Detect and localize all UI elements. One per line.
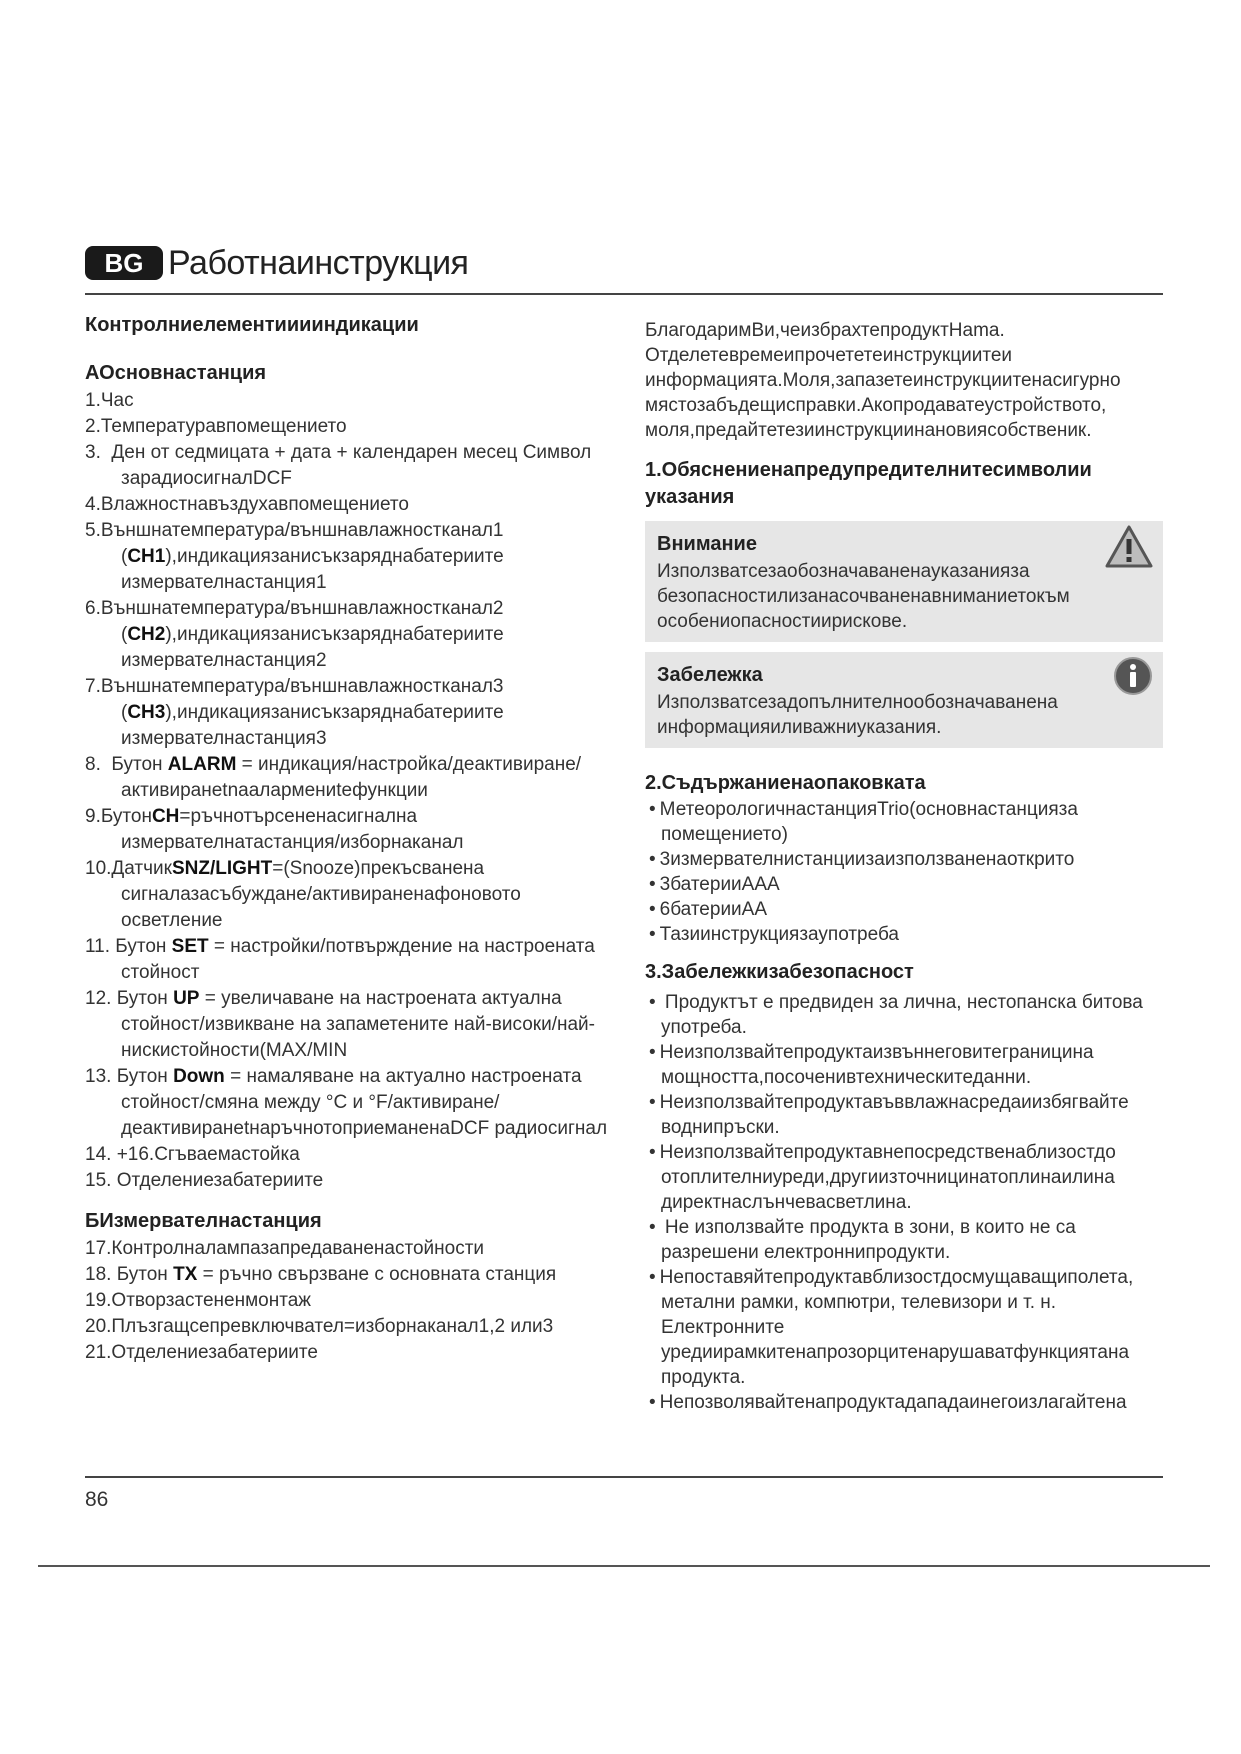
item-text: 11. Бутон — [85, 936, 172, 957]
list-item — [85, 518, 615, 596]
item-key-label: ALARM — [167, 754, 237, 775]
language-badge: BG — [85, 246, 163, 280]
item-text: 14. +16.Сгъваемастойка — [85, 1144, 300, 1165]
item-text: 12. Бутон — [85, 988, 174, 1009]
list-item — [85, 986, 615, 1064]
list-item — [85, 414, 615, 440]
item-text: 2.Температуравпомещението — [85, 416, 347, 437]
list-item — [85, 674, 615, 752]
list-item — [85, 1168, 615, 1194]
item-text: 5.Външнатемпература/външнавлажностканал1 ( — [85, 520, 504, 567]
warning-box — [645, 521, 1163, 642]
list-item — [85, 804, 615, 856]
bullet-text: Неизползвайтепродуктавнепосредственаблизостдо отоплителниуреди,другиизточницинатоплинаилина директнаслънчевасветлина. — [659, 1142, 1116, 1213]
bullet-text: Продуктът е предвиден за лична, нестопанска битова употреба. — [659, 992, 1143, 1038]
warning-triangle-icon — [1105, 525, 1153, 569]
bullet-item — [645, 1040, 1163, 1090]
page-title: Работнаинструкция — [168, 244, 469, 282]
note-title: Забележка — [657, 664, 763, 686]
item-text: ),индикациязанисъкзаряднабатериите измервателнастанция1 — [121, 546, 504, 593]
item-text: 19.Отворзастененмонтаж — [85, 1290, 311, 1311]
item-text: 15. Отделениезабатериите — [85, 1170, 324, 1191]
warning-title: Внимание — [657, 533, 757, 555]
item-text: 18. Бутон — [85, 1264, 174, 1285]
section-1-title: 1.Обяснениенапредупредителнитесимволии указания — [645, 459, 1092, 508]
section-2-title: 2.Съдържаниенаопаковката — [645, 772, 926, 794]
package-list — [645, 797, 1163, 947]
bullet-item — [645, 1090, 1163, 1140]
list-item — [85, 388, 615, 414]
bullet-item — [645, 990, 1163, 1040]
bullet-text: МетеорологичнастанцияTrio(основнастанцияза помещението) — [659, 799, 1078, 845]
item-text: 6.Външнатемпература/външнавлажностканал2 ( — [85, 598, 504, 645]
page-header — [85, 240, 1163, 296]
list-item — [85, 1064, 615, 1142]
safety-list — [645, 990, 1163, 1415]
section-b-title: БИзмервателнастанция — [85, 1210, 322, 1232]
item-text: 17.Контролналампазапредаваненастойности — [85, 1238, 485, 1259]
intro-paragraph: БлагодаримВи,чеизбрахтепродуктHama. Отделетевремеипрочететеинструкциитеи информацията.Моля,запазетеинструкциитенасигурно мястозабъдещисправки.Акопродаватеустройството, моля,предайтетезиинструкциинановиясобственик. — [645, 320, 1121, 441]
bullet-item — [645, 1140, 1163, 1215]
bullet-item — [645, 1215, 1163, 1265]
item-text: = намаляване на актуално настроената стойност/смяна между °C и °F/активиране/ деактивиранеtнаръчнотоприеманенаDCF радиосигнал — [121, 1066, 608, 1139]
bullet-text: 3измервателнистанциизаизползваненаоткрито — [659, 849, 1075, 870]
bullet-text: Не използвайте продукта в зони, в които не са разрешени електроннипродукти. — [659, 1217, 1076, 1263]
item-text: 1.Час — [85, 390, 134, 411]
item-text: 10.Датчик — [85, 858, 172, 879]
item-key-label: SNZ/LIGHT — [171, 858, 273, 879]
info-circle-icon — [1113, 656, 1153, 696]
bottom-edge-line — [38, 1565, 1210, 1567]
item-text: 4.Влажностнавъздухавпомещението — [85, 494, 409, 515]
list-item — [85, 1288, 615, 1314]
item-text: 8. Бутон — [85, 754, 168, 775]
bullet-item — [645, 872, 1163, 897]
left-column — [85, 312, 615, 1366]
list-item — [85, 440, 615, 492]
item-text: ),индикациязанисъкзаряднабатериите измервателнастанция3 — [121, 702, 504, 749]
item-text: =ръчнотърсененасигнална измервателнатастанция/изборнаканал — [121, 806, 464, 853]
item-key-label: SET — [171, 936, 209, 957]
item-key-label: TX — [173, 1264, 198, 1285]
bullet-item — [645, 897, 1163, 922]
item-text: = увеличаване на настроената актуална стойност/извикване на запаметените най-високи/най-нискистойности(MAX/MIN — [121, 988, 595, 1061]
list-item — [85, 1142, 615, 1168]
bullet-item — [645, 922, 1163, 947]
note-box — [645, 652, 1163, 748]
item-key-label: CH — [151, 806, 180, 827]
item-text: 13. Бутон — [85, 1066, 174, 1087]
footer-divider — [85, 1476, 1163, 1478]
item-text: = ръчно свързване с основната станция — [197, 1264, 557, 1285]
bullet-text: Непозволявайтенапродуктадападаинегоизлагайтена — [659, 1392, 1127, 1413]
section-b-list — [85, 1236, 615, 1366]
warning-text: Използватсезаобозначаваненауказанияза безопасностилизанасочваненавниманиетокъм особениопасностиирискове. — [657, 561, 1070, 632]
item-key-label: UP — [173, 988, 200, 1009]
bullet-text: 3батерииAAA — [659, 874, 780, 895]
list-item — [85, 1314, 615, 1340]
list-item — [85, 596, 615, 674]
bullet-item — [645, 797, 1163, 847]
bullet-text: 6батерииAA — [659, 899, 768, 920]
item-key-label: CH1 — [127, 546, 166, 567]
list-item — [85, 934, 615, 986]
header-divider — [85, 293, 1163, 295]
list-item — [85, 1262, 615, 1288]
list-item — [85, 1340, 615, 1366]
bullet-text: Неизползвайтепродуктавъввлажнасредаиизбягвайте воднипръски. — [659, 1092, 1129, 1138]
section-a-list — [85, 388, 615, 1194]
bullet-item — [645, 847, 1163, 872]
item-text: = настройки/потвърждение на настроената стойност — [121, 936, 595, 983]
bullet-item — [645, 1390, 1163, 1415]
list-item — [85, 752, 615, 804]
controls-heading: Контролниелементииииндикации — [85, 314, 419, 336]
item-key-label: CH3 — [127, 702, 166, 723]
item-text: 3. Ден от седмицата + дата + календарен месец Символ зарадиосигналDCF — [85, 442, 592, 489]
item-key-label: CH2 — [127, 624, 166, 645]
bullet-text: Непоставяйтепродуктавблизостдосмущаващиполета, метални рамки, компютри, телевизори и т. н. Електронните уредиирамкитенапрозорцитенарушаватфункциятана продукта. — [659, 1267, 1134, 1388]
item-text: =(Snooze)прекъсванена сигналазасъбуждане/активираненафоновото осветление — [121, 858, 521, 931]
item-text: = индикация/настройка/деактивиране/ активиранеtnаалармениtефункции — [121, 754, 582, 801]
bullet-item — [645, 1265, 1163, 1390]
bullet-text: Тазиинструкциязаупотреба — [659, 924, 899, 945]
item-text: 21.Отделениезабатериите — [85, 1342, 318, 1363]
section-a-title: АОсновнастанция — [85, 362, 267, 384]
note-text: Използватсезадопълнителнообозначаванена информацияиливажниуказания. — [657, 692, 1058, 738]
right-column — [645, 318, 1163, 1415]
item-text: ),индикациязанисъкзаряднабатериите измервателнастанция2 — [121, 624, 504, 671]
list-item — [85, 1236, 615, 1262]
item-text: 7.Външнатемпература/външнавлажностканал3 ( — [85, 676, 504, 723]
item-text: 9.Бутон — [85, 806, 152, 827]
bullet-text: Неизползвайтепродуктаизвъннеговитеграницина мощността,посоченивтехническитеданни. — [659, 1042, 1094, 1088]
list-item — [85, 492, 615, 518]
page-number: 86 — [85, 1488, 109, 1511]
section-3-title: 3.Забележкизабезопасност — [645, 961, 914, 983]
item-key-label: Down — [173, 1066, 225, 1087]
item-text: 20.Плъзгащсепревключвател=изборнаканал1,2 или3 — [85, 1316, 554, 1337]
list-item — [85, 856, 615, 934]
